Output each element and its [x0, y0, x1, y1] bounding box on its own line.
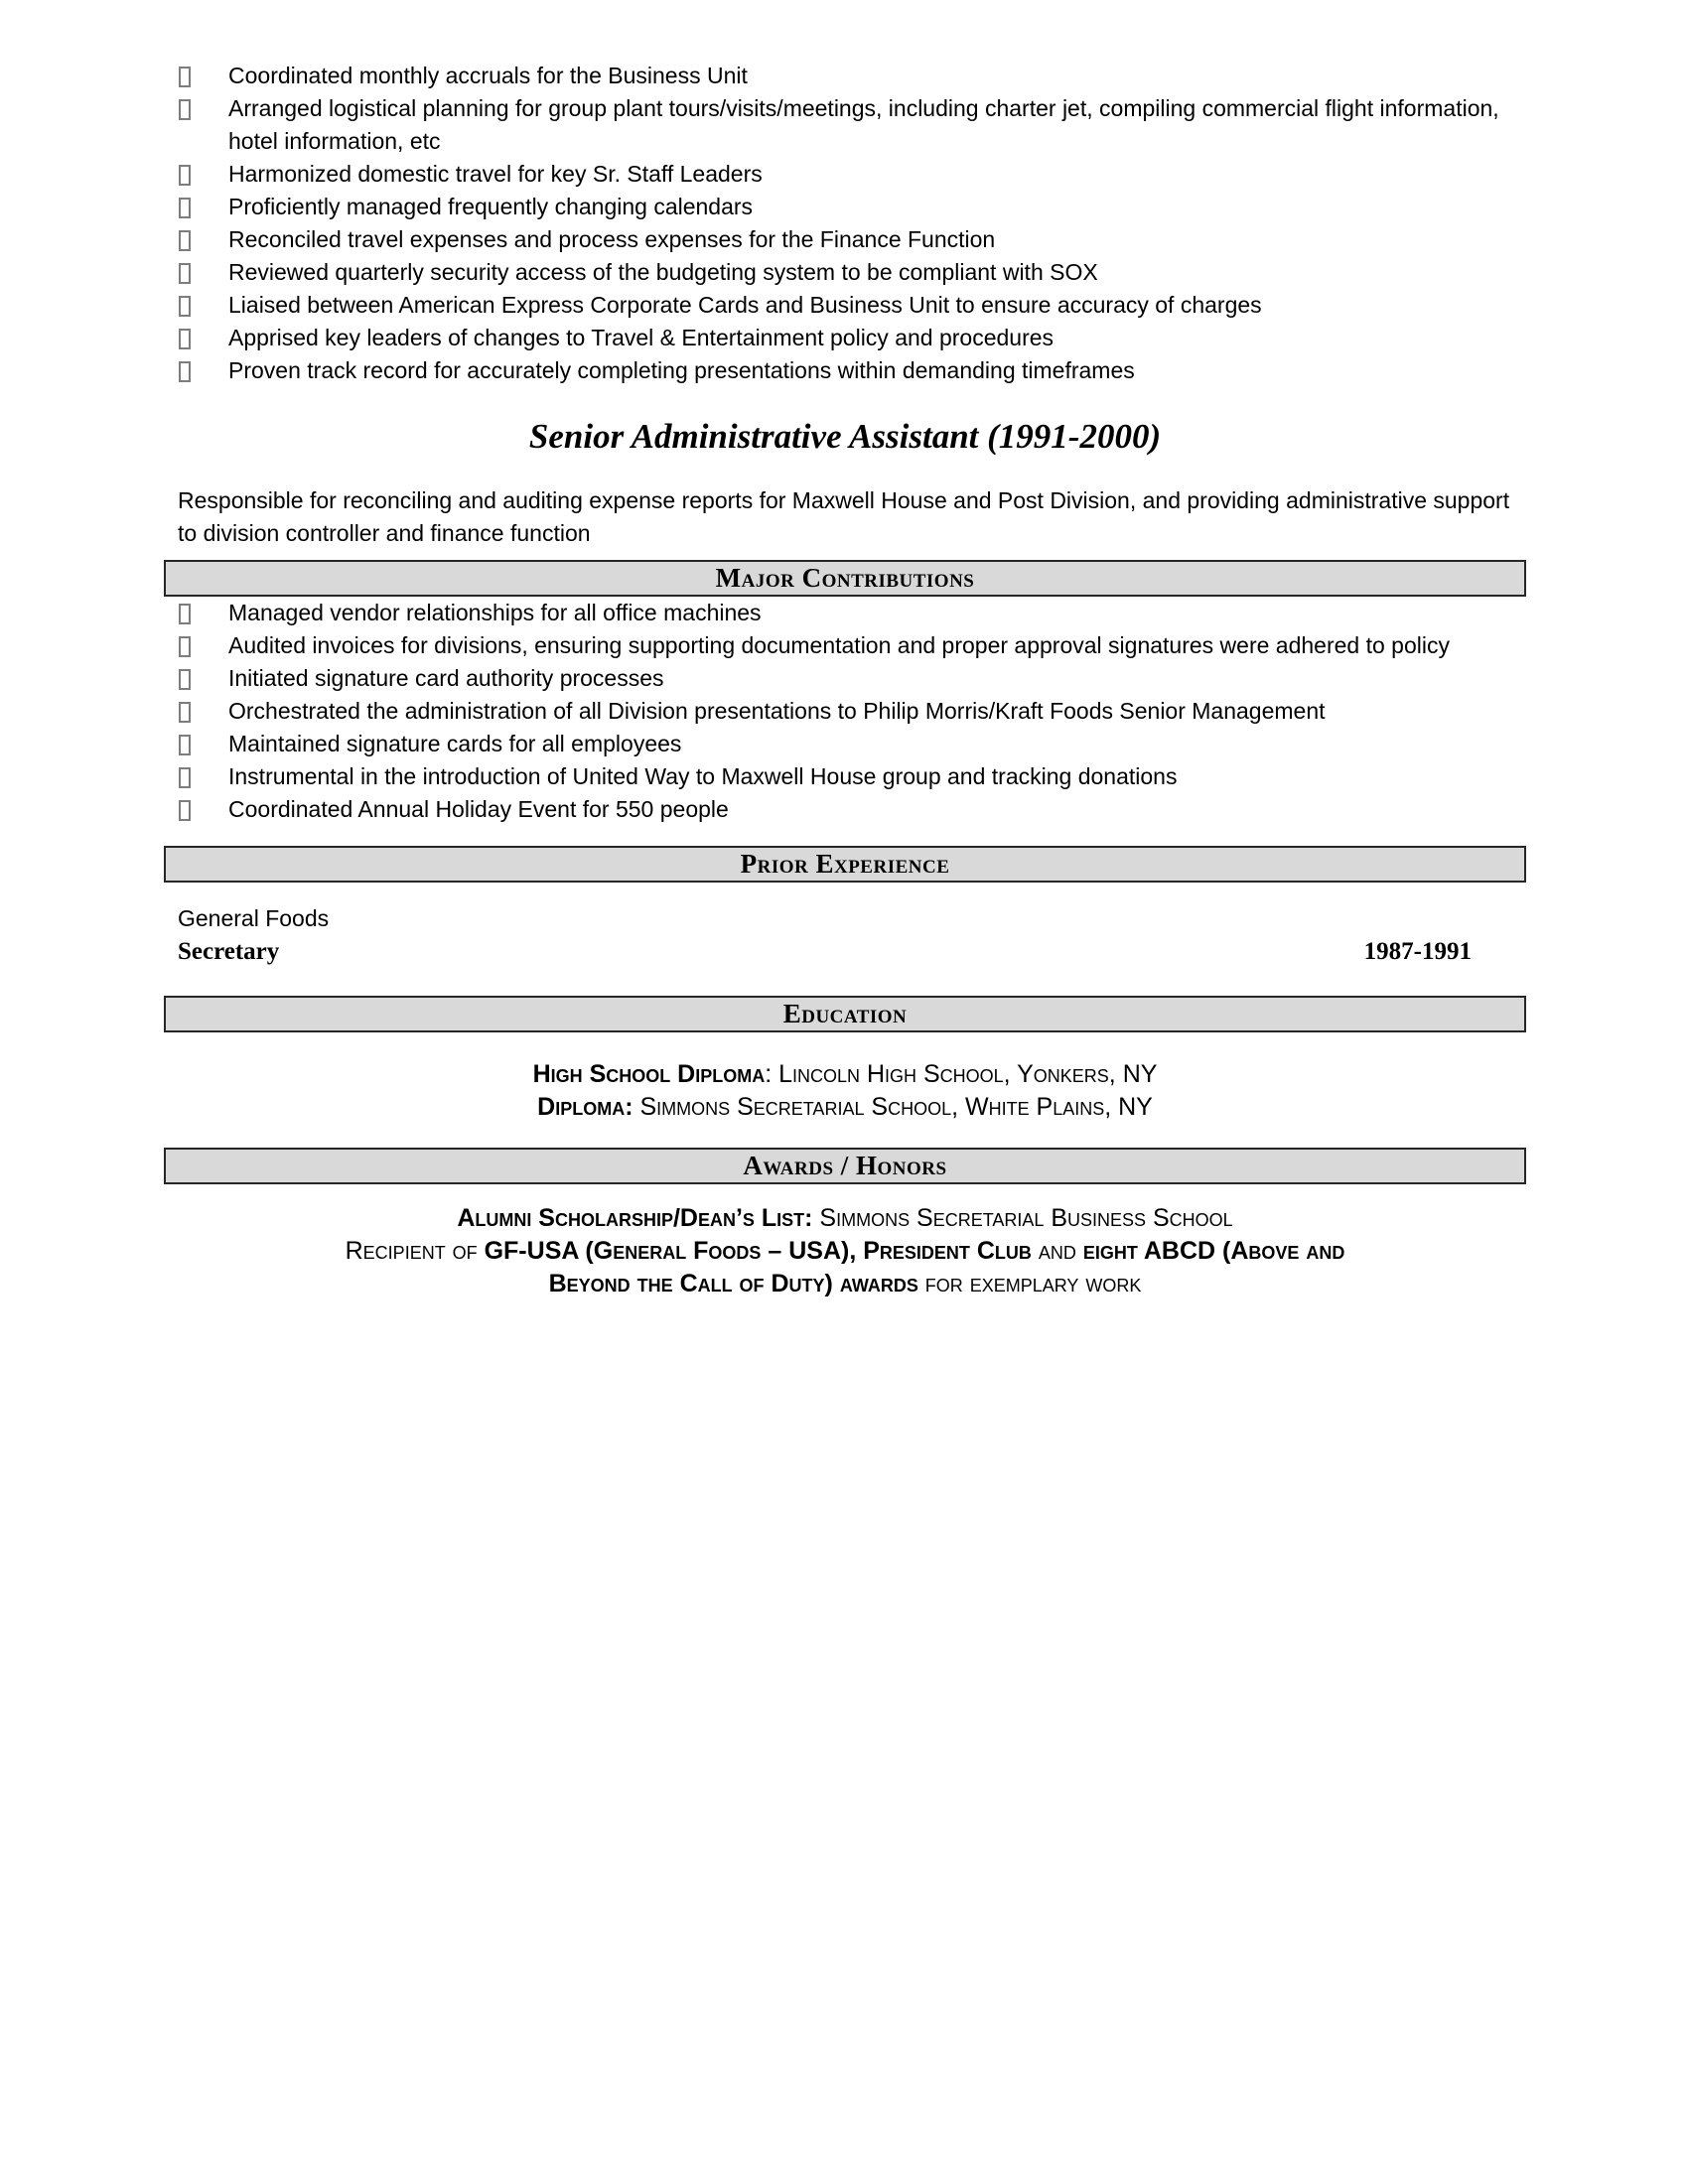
bullet-icon — [179, 329, 191, 349]
role-summary-paragraph: Responsible for reconciling and auditing expense reports for Maxwell House and Post Division, and providing administrative support to division controller and finance function — [178, 487, 1510, 546]
bullet-text: Coordinated Annual Holiday Event for 550 people — [228, 796, 729, 822]
bullet-icon — [179, 67, 191, 87]
bullet-icon — [179, 296, 191, 317]
awards-text-bold: GF-USA (General Foods – USA), President Club — [484, 1237, 1032, 1265]
list-item — [164, 60, 1526, 92]
bullet-icon — [179, 198, 191, 218]
list-item — [164, 158, 1526, 191]
bullet-text: Instrumental in the introduction of United Way to Maxwell House group and tracking donations — [228, 763, 1178, 789]
bullet-text: Maintained signature cards for all employees — [228, 731, 682, 756]
section-header-major-contributions: Major Contributions — [164, 560, 1526, 597]
list-item — [164, 760, 1526, 793]
list-item — [164, 629, 1526, 662]
education-block — [164, 1058, 1526, 1124]
education-label: High School Diploma — [532, 1060, 766, 1088]
bullet-text: Managed vendor relationships for all office machines — [228, 600, 762, 625]
education-line — [164, 1058, 1526, 1091]
awards-label: Alumni Scholarship/Dean’s List: — [457, 1204, 813, 1232]
list-item — [164, 289, 1526, 322]
job-dates: 1987-1991 — [1363, 938, 1472, 965]
bullet-text: Reviewed quarterly security access of the budgeting system to be compliant with SOX — [228, 259, 1098, 285]
awards-block — [164, 1202, 1526, 1300]
bullet-text: Orchestrated the administration of all Division presentations to Philip Morris/Kraft Foods Senior Management — [228, 698, 1326, 724]
list-item — [164, 92, 1526, 158]
bullet-text: Proven track record for accurately completing presentations within demanding timeframes — [228, 357, 1135, 383]
bullet-icon — [179, 99, 191, 120]
education-value: Simmons Secretarial School, White Plains, NY — [633, 1093, 1153, 1121]
awards-value: Simmons Secretarial Business School — [812, 1204, 1233, 1232]
bullet-icon — [179, 636, 191, 657]
awards-text: and — [1031, 1237, 1083, 1265]
bullet-text: Proficiently managed frequently changing calendars — [228, 194, 754, 219]
role-title-heading: Senior Administrative Assistant (1991-2000) — [528, 417, 1162, 456]
awards-text: for exemplary work — [917, 1270, 1142, 1297]
list-item — [164, 256, 1526, 289]
bullet-icon — [179, 800, 191, 821]
bullet-icon — [179, 165, 191, 186]
bullet-text: Audited invoices for divisions, ensuring supporting documentation and proper approval signatures were adhered to policy — [228, 632, 1450, 658]
bullet-icon — [179, 767, 191, 788]
bullet-icon — [179, 669, 191, 690]
list-item — [164, 695, 1526, 728]
awards-text-bold: eight ABCD (Above and — [1082, 1237, 1345, 1265]
bullet-icon — [179, 702, 191, 723]
bullet-text: Arranged logistical planning for group plant tours/visits/meetings, including charter jet, compiling commercial flight information, hotel information, etc — [228, 95, 1499, 154]
bullet-text: Initiated signature card authority processes — [228, 665, 664, 691]
bullet-icon — [179, 604, 191, 624]
education-value: : Lincoln High School, Yonkers, NY — [765, 1060, 1158, 1088]
list-item — [164, 728, 1526, 760]
bullet-icon — [179, 230, 191, 251]
awards-text: Recipient of — [345, 1237, 485, 1265]
awards-text-bold: Beyond the Call of Duty) awards — [548, 1270, 918, 1297]
duties-bullet-list — [164, 60, 1526, 387]
list-item — [164, 662, 1526, 695]
section-header-prior-experience: Prior Experience — [164, 846, 1526, 883]
list-item — [164, 597, 1526, 629]
bullet-icon — [179, 735, 191, 755]
bullet-text: Apprised key leaders of changes to Travel & Entertainment policy and procedures — [228, 325, 1055, 350]
education-line — [164, 1091, 1526, 1124]
awards-line — [164, 1202, 1526, 1235]
list-item — [164, 223, 1526, 256]
awards-line — [164, 1268, 1526, 1300]
bullet-icon — [179, 263, 191, 284]
section-header-awards-honors: Awards / Honors — [164, 1148, 1526, 1184]
list-item — [164, 793, 1526, 826]
company-name: General Foods — [178, 905, 330, 931]
bullet-text: Coordinated monthly accruals for the Business Unit — [228, 63, 748, 88]
job-title-row — [178, 935, 1526, 968]
section-header-education: Education — [164, 996, 1526, 1032]
job-title: Secretary — [178, 938, 280, 965]
bullet-text: Reconciled travel expenses and process expenses for the Finance Function — [228, 226, 996, 252]
awards-line — [164, 1235, 1526, 1268]
education-label: Diploma: — [537, 1093, 633, 1121]
bullet-icon — [179, 361, 191, 382]
bullet-text: Harmonized domestic travel for key Sr. Staff Leaders — [228, 161, 763, 187]
list-item — [164, 322, 1526, 354]
bullet-text: Liaised between American Express Corporate Cards and Business Unit to ensure accuracy of charges — [228, 292, 1262, 318]
major-contributions-bullet-list — [164, 597, 1526, 826]
list-item — [164, 354, 1526, 387]
list-item — [164, 191, 1526, 223]
